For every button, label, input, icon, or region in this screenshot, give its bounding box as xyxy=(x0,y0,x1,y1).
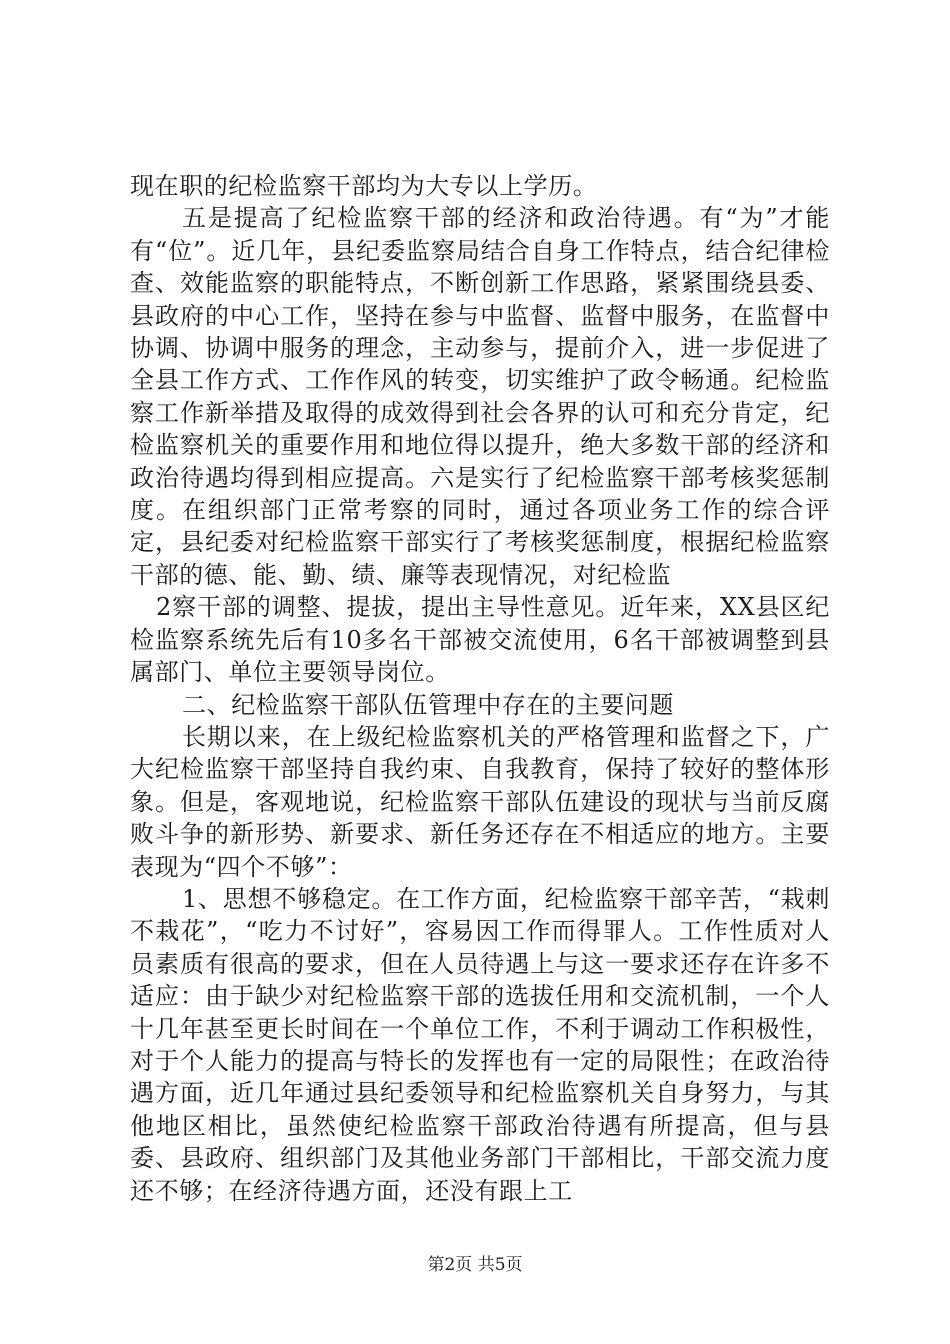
page-number-footer: 第2页 共5页 xyxy=(427,1255,523,1275)
document-body xyxy=(130,170,830,1207)
paragraph-unstable-thinking: 1、思想不够稳定。在工作方面，纪检监察干部辛苦，“栽刺不栽花”，“吃力不讨好”，容易因工作而得罪人。工作性质对人员素质有很高的要求，但在人员待遇上与这一要求还存在许多不适应：由于缺少对纪检监察干部的选拔任用和交流机制，一个人十几年甚至更长时间在一个单位工作，不利于调动工作积极性，对于个人能力的提高与特长的发挥也有一定的局限性；在政治待遇方面，近几年通过县纪委领导和纪检监察机关自身努力，与其他地区相比，虽然使纪检监察干部政治待遇有所提高，但与县委、县政府、组织部门及其他业务部门干部相比，干部交流力度还不够；在经济待遇方面，还没有跟上工 xyxy=(130,884,830,1205)
paragraph-continuation: 现在职的纪检监察干部均为大专以上学历。 xyxy=(130,172,598,200)
section-heading-main-problems: 二、纪检监察干部队伍管理中存在的主要问题 xyxy=(182,690,674,719)
paragraph-long-term-overview: 长期以来，在上级纪检监察机关的严格管理和监督之下，广大纪检监察干部坚持自我约束、自我教育，保持了较好的整体形象。但是，客观地说，纪检监察干部队伍建设的现状与当前反腐败斗争的新形势、新要求、新任务还存在不相适应的地方。主要表现为“四个不够”： xyxy=(130,722,830,881)
paragraph-economic-political-treatment: 五是提高了纪检监察干部的经济和政治待遇。有“为”才能有“位”。近几年，县纪委监察局结合自身工作特点，结合纪律检查、效能监察的职能特点，不断创新工作思路，紧紧围绕县委、县政府的中心工作，坚持在参与中监督、监督中服务，在监督中协调、协调中服务的理念，主动参与，提前介入，进一步促进了全县工作方式、工作作风的转变，切实维护了政令畅通。纪检监察工作新举措及取得的成效得到社会各界的认可和充分肯定，纪检监察机关的重要作用和地位得以提升，绝大多数干部的经济和政治待遇均得到相应提高。六是实行了纪检监察干部考核奖惩制度。在组织部门正常考察的同时，通过各项业务工作的综合评定，县纪委对纪检监察干部实行了考核奖惩制度，根据纪检监察干部的德、能、勤、绩、廉等表现情况，对纪检监 xyxy=(130,204,830,589)
paragraph-cadre-adjustment: 2察干部的调整、提拔，提出主导性意见。近年来，XX县区纪检监察系统先后有10多名干部被交流使用，6名干部被调整到县属部门、单位主要领导岗位。 xyxy=(130,593,830,687)
